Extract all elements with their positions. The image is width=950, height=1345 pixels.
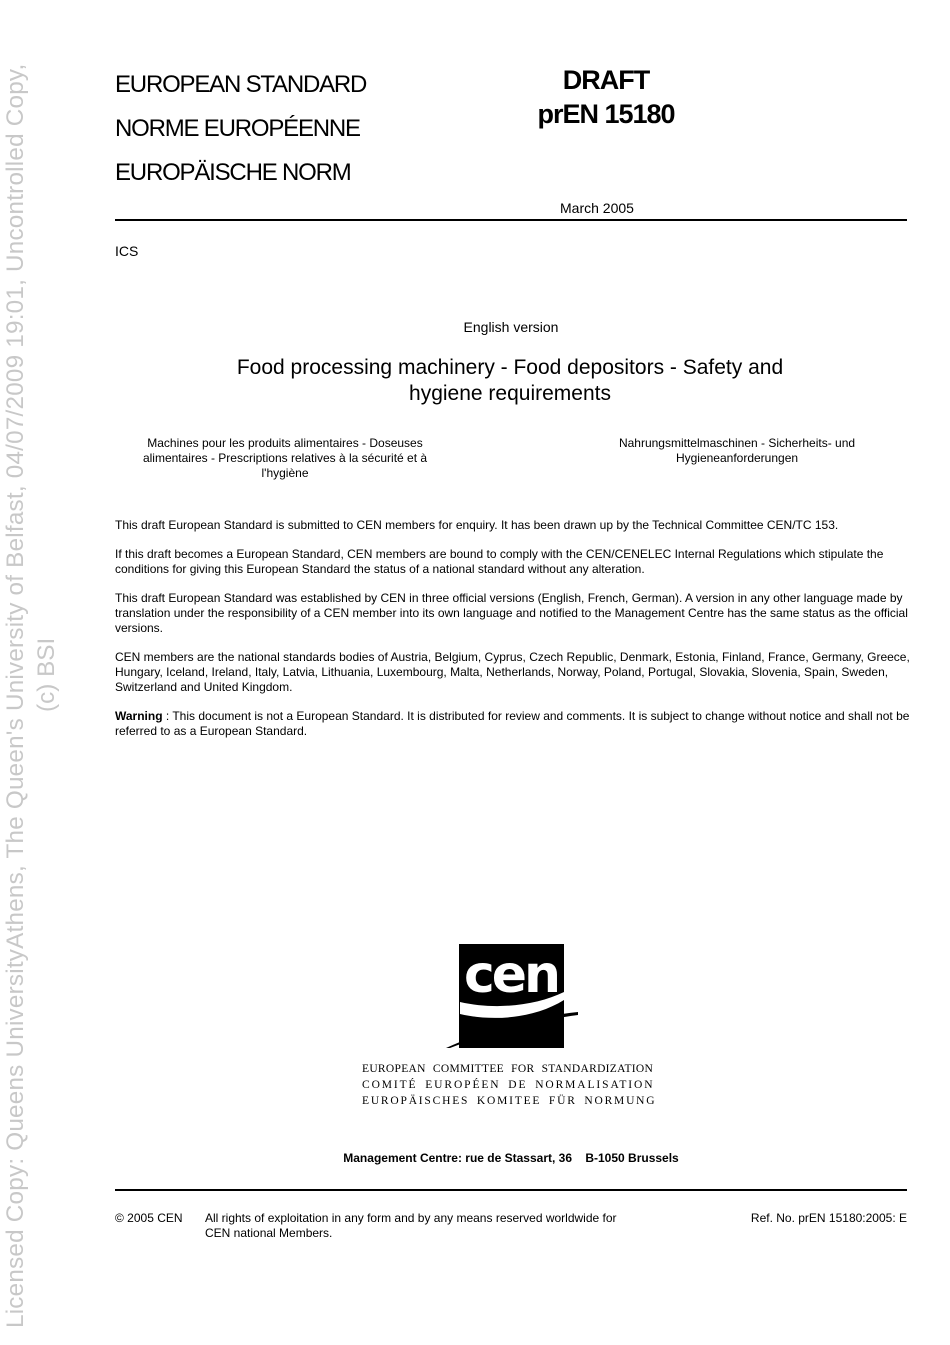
version-label: English version [463, 319, 559, 335]
footer-divider [115, 1189, 907, 1191]
draft-block [520, 63, 692, 131]
footer-rights: All rights of exploitation in any form and by any means reserved worldwide for CEN national Members. [205, 1211, 617, 1240]
committee-name-en: EUROPEAN COMMITTEE FOR STANDARDIZATION [362, 1063, 654, 1075]
standard-reference: prEN 15180 [537, 99, 675, 129]
paragraph: If this draft becomes a European Standard, CEN members are bound to comply with the CEN/CENELEC Internal Regulations which stipulate the conditions for giving this European Standard the status of a national standard without any alteration. [115, 547, 884, 576]
warning-text: : This document is not a European Standard. It is distributed for review and comments. It is subject to change without notice and shall not be referred to as a European Standard. [115, 709, 910, 738]
footer-reference: Ref. No. prEN 15180:2005: E [750, 1211, 907, 1225]
document-title: Food processing machinery - Food depositors - Safety and hygiene requirements [236, 356, 784, 405]
standard-name-fr: NORME EUROPÉENNE [115, 115, 360, 142]
committee-names [362, 1061, 662, 1109]
cen-logo [440, 940, 580, 1050]
standard-name-de: EUROPÄISCHE NORM [115, 159, 351, 186]
warning-paragraph [115, 709, 910, 739]
publication-date: March 2005 [560, 200, 634, 216]
standard-names [115, 63, 366, 195]
paragraph: This draft European Standard is submitted to CEN members for enquiry. It has been drawn up by the Technical Committee CEN/TC 153. [115, 518, 839, 532]
management-centre: Management Centre: rue de Stassart, 36 B-1050 Brussels [343, 1151, 679, 1165]
ics-label: ICS [115, 243, 139, 259]
paragraph: CEN members are the national standards bodies of Austria, Belgium, Cyprus, Czech Republic, Denmark, Estonia, Finland, France, Germany, Greece, Hungary, Iceland, Ireland, Italy, Latvia, Lithuania, Luxembourg, Malta, Netherlands, Norway, Poland, Portugal, Slovakia, Slovenia, Spain, Sweden, Switzerland and United Kingdom. [115, 650, 910, 694]
standard-name-en: EUROPEAN STANDARD [115, 71, 367, 98]
cen-logo-text: cen [463, 945, 559, 1005]
committee-name-de: EUROPÄISCHES KOMITEE FÜR NORMUNG [362, 1095, 657, 1107]
warning-label: Warning [115, 709, 163, 723]
header-divider [115, 219, 907, 221]
title-french: Machines pour les produits alimentaires - Doseuses alimentaires - Prescriptions relatives à la sécurité et à l'hygiène [142, 436, 428, 480]
committee-name-fr: COMITÉ EUROPÉEN DE NORMALISATION [362, 1079, 655, 1091]
watermark-copyright-line: (c) BSI [33, 637, 60, 712]
cen-logo-graphic [440, 940, 580, 1050]
body-text [115, 518, 910, 753]
paragraph: This draft European Standard was established by CEN in three official versions (English, French, German). A version in any other language made by translation under the responsibility of a CEN member into its own language and notified to the Management Centre has the same status as the official versions. [115, 591, 908, 635]
title-german: Nahrungsmittelmaschinen - Sicherheits- und Hygieneanforderungen [618, 436, 856, 465]
watermark-license-line: Licensed Copy: Queens UniversityAthens, The Queen's University of Belfast, 04/07/2009 19:01, Uncontrolled Copy, [2, 63, 29, 1328]
draft-status: DRAFT [562, 65, 650, 95]
footer-copyright: © 2005 CEN [115, 1211, 183, 1225]
